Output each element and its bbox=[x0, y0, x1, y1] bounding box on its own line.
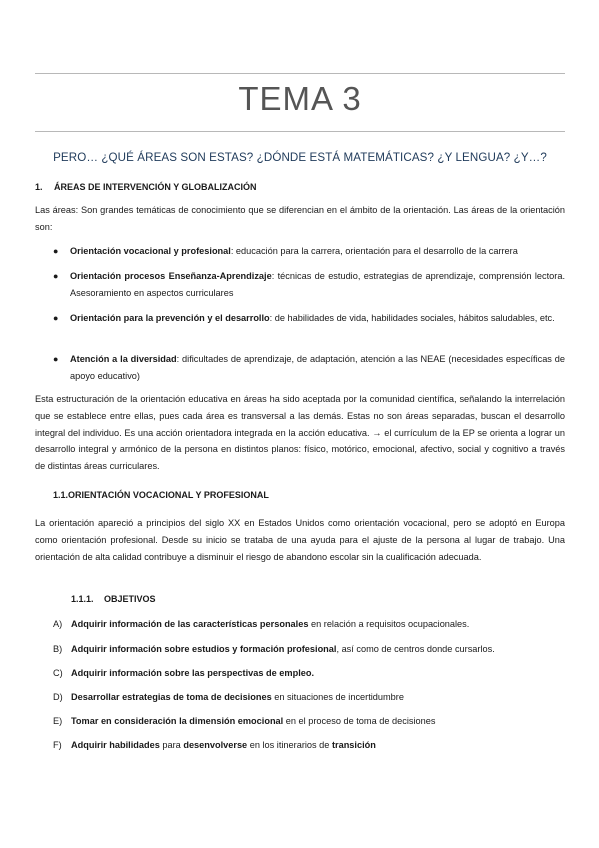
objective-item bbox=[53, 714, 565, 728]
bullet-bold: Atención a la diversidad bbox=[70, 354, 177, 364]
objective-item bbox=[53, 690, 565, 704]
page-title: TEMA 3 bbox=[238, 80, 362, 117]
objective-bold-text: Adquirir habilidades bbox=[71, 740, 160, 750]
section-1-heading-text: ÁREAS DE INTERVENCIÓN Y GLOBALIZACIÓN bbox=[54, 182, 257, 192]
objective-letter: B) bbox=[53, 644, 63, 654]
bullet-bold: Orientación para la prevención y el desarrollo bbox=[70, 313, 270, 323]
bullet-icon: ● bbox=[53, 354, 59, 364]
objective-bold-text: desenvolverse bbox=[183, 740, 248, 750]
objective-text: en relación a requisitos ocupacionales. bbox=[308, 619, 470, 629]
section-1-intro: Las áreas: Son grandes temáticas de conocimiento que se diferencian en el ámbito de la orientación. Las áreas de la orientación son: bbox=[35, 205, 565, 232]
objective-letter: A) bbox=[53, 619, 63, 629]
objective-bold-text: Adquirir información sobre las perspectivas de empleo. bbox=[71, 668, 315, 678]
bullet-text: : de habilidades de vida, habilidades sociales, hábitos saludables, etc. bbox=[269, 313, 555, 323]
objective-letter: D) bbox=[53, 692, 63, 702]
objective-item bbox=[53, 642, 565, 656]
title-bottom-rule bbox=[35, 131, 565, 132]
bullet-item bbox=[53, 351, 565, 385]
objective-bold-text: Tomar en consideración la dimensión emocional bbox=[71, 716, 284, 726]
bullet-text: : dificultades de aprendizaje, de adaptación, atención a las NEAE (necesidades específicas de apoyo educativo) bbox=[70, 354, 565, 381]
objective-item bbox=[53, 617, 565, 631]
objective-letter: F) bbox=[53, 740, 62, 750]
bullet-bold: Orientación vocacional y profesional bbox=[70, 246, 231, 256]
objective-text: en los itinerarios de bbox=[247, 740, 332, 750]
objective-bold-text: Desarrollar estrategias de toma de decisiones bbox=[71, 692, 272, 702]
bullet-icon: ● bbox=[53, 271, 59, 281]
objective-bold-text: Adquirir información de las características personales bbox=[71, 619, 309, 629]
section-1-1-1-heading bbox=[71, 594, 156, 604]
bullet-text: : técnicas de estudio, estrategias de aprendizaje, comprensión lectora. Asesoramiento en aspectos curriculares bbox=[70, 271, 566, 298]
objective-bold-text: Adquirir información sobre estudios y formación profesional bbox=[71, 644, 337, 654]
bullet-item bbox=[53, 268, 565, 302]
section-1-1-heading: 1.1.ORIENTACIÓN VOCACIONAL Y PROFESIONAL bbox=[53, 490, 269, 500]
bullet-item bbox=[53, 310, 565, 327]
top-rule bbox=[35, 73, 565, 74]
bullet-icon: ● bbox=[53, 313, 59, 323]
page-subtitle: PERO… ¿QUÉ ÁREAS SON ESTAS? ¿DÓNDE ESTÁ MATEMÁTICAS? ¿Y LENGUA? ¿Y…? bbox=[53, 151, 547, 164]
objective-text: en el proceso de toma de decisiones bbox=[283, 716, 436, 726]
section-1-1-1-number: 1.1.1. bbox=[71, 594, 94, 604]
section-1-heading bbox=[35, 182, 257, 192]
objective-text: en situaciones de incertidumbre bbox=[271, 692, 404, 702]
objective-item bbox=[53, 738, 565, 752]
section-1-1-paragraph: La orientación apareció a principios del siglo XX en Estados Unidos como orientación vocacional, pero se adoptó en Europa como orientación profesional. Desde su inicio se trataba de una ayuda para el ajuste de la persona al lugar de trabajo. Una orientación de alta calidad contribuye a disminuir el riesgo de abandono escolar sin la cualificación adecuada. bbox=[35, 518, 565, 562]
bullet-text: : educación para la carrera, orientación para el desarrollo de la carrera bbox=[230, 246, 518, 256]
objective-letter: C) bbox=[53, 668, 63, 678]
objective-text: para bbox=[159, 740, 184, 750]
bullet-bold: Orientación procesos Enseñanza-Aprendizaje bbox=[70, 271, 272, 281]
section-1-1-1-heading-text: OBJETIVOS bbox=[104, 594, 156, 604]
bullet-item bbox=[53, 243, 565, 260]
objective-text: , así como de centros donde cursarlos. bbox=[336, 644, 495, 654]
section-1-number: 1. bbox=[35, 182, 43, 192]
objective-letter: E) bbox=[53, 716, 63, 726]
objective-bold-text: transición bbox=[331, 740, 376, 750]
objective-item bbox=[53, 666, 565, 680]
bullet-icon: ● bbox=[53, 246, 59, 256]
section-1-closing: Esta estructuración de la orientación educativa en áreas ha sido aceptada por la comunidad científica, señalando la interrelación que se establece entre ellas, pues cada área es transversal a las demás. Estas no son áreas separadas, buscan el desarrollo integral del individuo. Es una acción orientadora integrada en la acción educativa. → el currículum de la EP se orienta a lograr un desarrollo integral y armónico de la persona en distintos planos: físico, motórico, emocional, afectivo, social y cognitivo a través de distintas áreas curriculares. bbox=[35, 394, 565, 472]
